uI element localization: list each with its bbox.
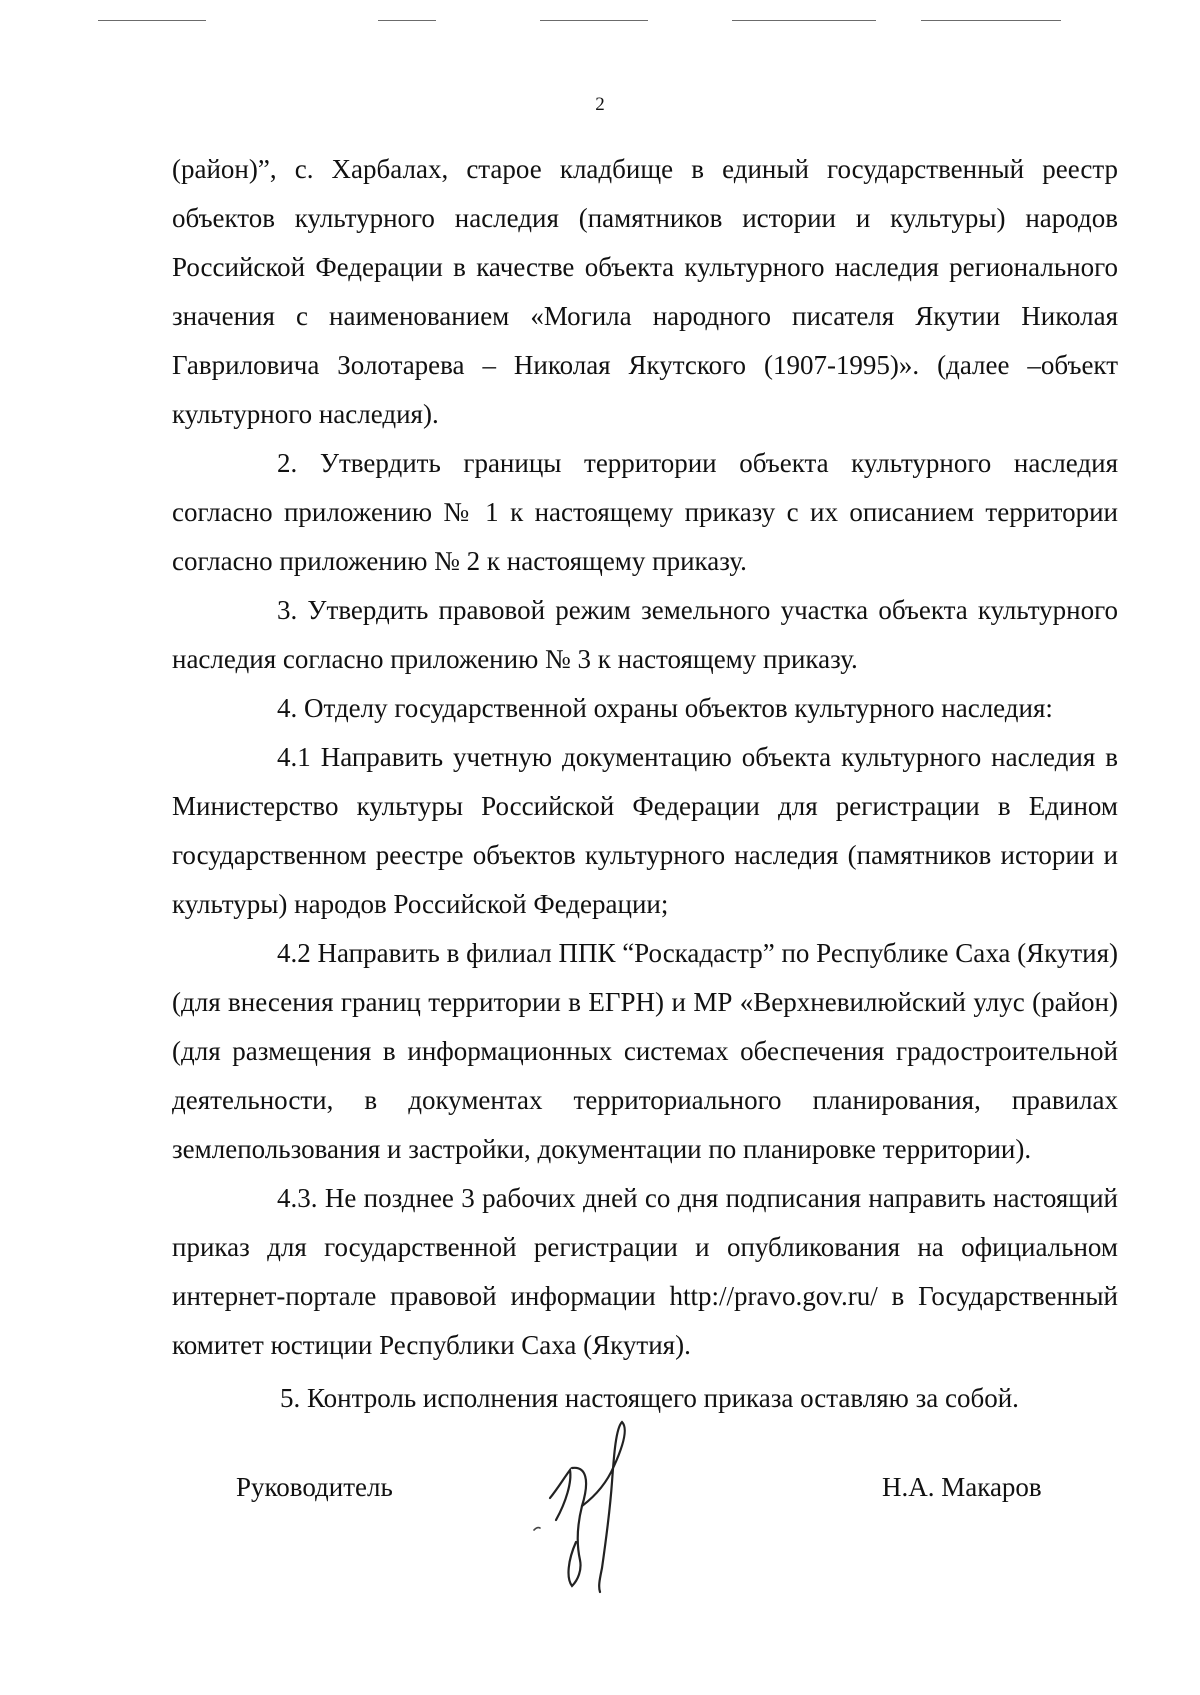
scan-rule [921, 20, 1061, 21]
document-body [172, 145, 1118, 1423]
paragraph-item-4-1: 4.1 Направить учетную документацию объекта культурного наследия в Министерство культуры Российской Федерации для регистрации в Едином государственном реестре объектов культурного наследия (памятников истории и культуры) народов Российской Федерации; [172, 742, 1118, 919]
paragraph-item-5: 5. Контроль исполнения настоящего приказа оставляю за собой. [280, 1383, 1019, 1413]
scan-rule [378, 20, 436, 21]
paragraph-item-4-2: 4.2 Направить в филиал ППК “Роскадастр” по Республике Саха (Якутия) (для внесения границ территории в ЕГРН) и МР «Верхневилюйский улус (район) (для размещения в информационных системах обеспечения градостроительной деятельности, в документах территориального планирования, правилах землепользования и застройки, документации по планировке территории). [172, 938, 1118, 1164]
paragraph-item-4: 4. Отделу государственной охраны объектов культурного наследия: [277, 693, 1053, 723]
scan-rule [540, 20, 648, 21]
scan-rule [732, 20, 876, 21]
paragraph-item-4-3: 4.3. Не позднее 3 рабочих дней со дня подписания направить настоящий приказ для государственной регистрации и опубликования на официальном интернет-портале правовой информации http://pravo.gov.ru/ в Государственный комитет юстиции Республики Саха (Якутия). [172, 1183, 1118, 1360]
paragraph-item-2: 2. Утвердить границы территории объекта культурного наследия согласно приложению № 1 к настоящему приказу с их описанием территории согласно приложению № 2 к настоящему приказу. [172, 448, 1118, 576]
signatory-name: Н.А. Макаров [882, 1472, 1042, 1502]
page-number: 2 [595, 94, 605, 115]
handwritten-signature [520, 1410, 690, 1600]
signatory-role: Руководитель [236, 1472, 393, 1502]
paragraph-item-3: 3. Утвердить правовой режим земельного участка объекта культурного наследия согласно приложению № 3 к настоящему приказу. [172, 595, 1118, 674]
paragraph-continuation: (район)”, с. Харбалах, старое кладбище в единый государственный реестр объектов культурного наследия (памятников истории и культуры) народов Российской Федерации в качестве объекта культурного наследия регионального значения с наименованием «Могила народного писателя Якутии Николая Гавриловича Золотарева – Николая Якутского (1907-1995)». (далее –объект культурного наследия). [172, 154, 1118, 429]
scan-rule [98, 20, 206, 21]
